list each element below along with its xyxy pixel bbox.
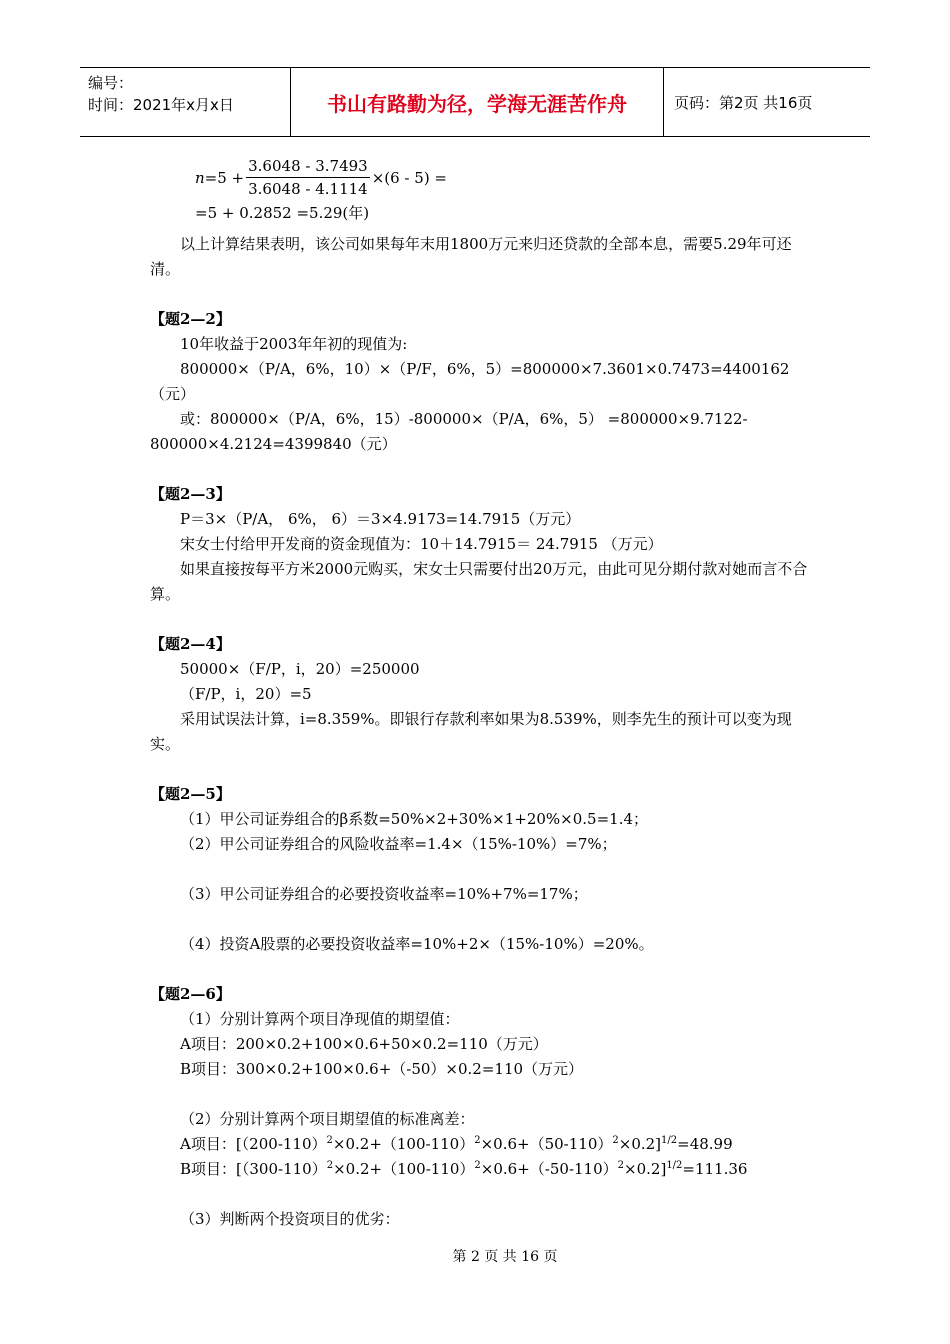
std-dev-a-line — [150, 1132, 810, 1157]
std-dev-b-part2: ×0.2+（100-110） — [333, 1160, 475, 1178]
number-label: 编号： — [88, 74, 134, 92]
std-dev-a-part4: ×0.2] — [618, 1135, 662, 1153]
formula-line-2: =5 + 0.2852 =5.29(年) — [195, 204, 370, 222]
spacer — [150, 1182, 810, 1207]
std-dev-b-part4: ×0.2] — [624, 1160, 667, 1178]
text-2-3-line2: 宋女士付给甲开发商的资金现值为：10＋14.7915＝ 24.7915 （万元） — [180, 535, 663, 553]
std-dev-b-result: =111.36 — [682, 1160, 748, 1178]
text-2-4-line2: （F/P，i，20）=5 — [180, 685, 312, 703]
heading-2-6: 【题2—6】 — [150, 985, 231, 1003]
std-dev-a-part2: ×0.2+（100-110） — [332, 1135, 475, 1153]
text-2-2-line3: 或：800000×（P/A，6%，15）-800000×（P/A，6%，5） =800000×9.7122-800000×4.2124=4399840（元） — [150, 410, 748, 453]
text-2-6-line4: （2）分别计算两个项目期望值的标准离差： — [180, 1110, 475, 1128]
text-2-3-line1: P＝3×（P/A， 6%， 6）＝3×4.9173=14.7915（万元） — [180, 510, 581, 528]
superscript-2: 2 — [474, 1160, 481, 1171]
superscript-half: 1/2 — [661, 1135, 678, 1146]
text-2-5-line1: （1）甲公司证券组合的β系数=50%×2+30%×1+20%×0.5=1.4； — [180, 810, 649, 828]
text-2-6-line1: （1）分别计算两个项目净现值的期望值： — [180, 1010, 460, 1028]
std-dev-b-line — [150, 1157, 810, 1182]
heading-2-4: 【题2—4】 — [150, 635, 231, 653]
std-dev-a-part3: ×0.6+（50-110） — [480, 1135, 613, 1153]
time-label: 时间：2021年x月x日 — [88, 96, 234, 114]
superscript-2: 2 — [326, 1160, 334, 1171]
text-2-6-line2: A项目：200×0.2+100×0.6+50×0.2=110（万元） — [180, 1035, 548, 1053]
header-left-cell — [80, 68, 291, 136]
formula-denominator: 3.6048 - 4.1114 — [248, 180, 368, 198]
spacer — [150, 857, 810, 882]
page-footer: 第 2 页 共 16 页 — [452, 1249, 558, 1265]
header-page-info: 页码：第2页 共16页 — [674, 93, 813, 112]
text-2-2-line2: 800000×（P/A，6%，10）×（P/F，6%，5）=800000×7.3601×0.7473=4400162（元） — [150, 360, 790, 403]
std-dev-b-part3: ×0.6+（-50-110） — [480, 1160, 618, 1178]
superscript-2: 2 — [474, 1135, 481, 1146]
formula-tail: ×(6 - 5) = — [371, 168, 448, 187]
text-2-5-line2: （2）甲公司证券组合的风险收益率=1.4×（15%-10%）=7%； — [180, 835, 617, 853]
formula-fraction — [246, 155, 370, 200]
spacer — [150, 1082, 810, 1107]
conclusion-paragraph: 以上计算结果表明，该公司如果每年末用1800万元来归还贷款的全部本息，需要5.29年可还清。 — [150, 235, 792, 278]
text-2-2-line1: 10年收益于2003年年初的现值为: — [180, 335, 408, 353]
heading-2-3: 【题2—3】 — [150, 485, 231, 503]
text-2-4-line1: 50000×（F/P，i，20）=250000 — [180, 660, 420, 678]
text-2-6-line3: B项目：300×0.2+100×0.6+（-50）×0.2=110（万元） — [180, 1060, 584, 1078]
spacer — [150, 907, 810, 932]
text-2-4-line3: 采用试误法计算，i=8.359%。即银行存款利率如果为8.539%，则李先生的预计可以变为现实。 — [150, 710, 792, 753]
std-dev-b-part1: B项目：[（300-110） — [180, 1160, 327, 1178]
text-2-6-line7: （3）判断两个投资项目的优劣： — [180, 1210, 400, 1228]
formula-numerator: 3.6048 - 3.7493 — [246, 155, 370, 178]
text-2-5-line4: （4）投资A股票的必要投资收益率=10%+2×（15%-10%）=20%。 — [180, 935, 654, 953]
superscript-2: 2 — [612, 1135, 619, 1146]
text-2-5-line3: （3）甲公司证券组合的必要投资收益率=10%+7%=17%； — [180, 885, 588, 903]
superscript-2: 2 — [617, 1160, 625, 1171]
page-header — [80, 67, 870, 137]
superscript-half: 1/2 — [666, 1160, 683, 1171]
formula-line-1 — [195, 155, 447, 200]
heading-2-2: 【题2—2】 — [150, 310, 231, 328]
std-dev-a-part1: A项目：[（200-110） — [180, 1135, 327, 1153]
body-content — [150, 232, 810, 1232]
formula-block — [195, 155, 447, 223]
formula-eq1: =5 + — [204, 168, 245, 187]
std-dev-a-result: =48.99 — [677, 1135, 733, 1153]
formula-variable: n — [195, 168, 205, 187]
heading-2-5: 【题2—5】 — [150, 785, 231, 803]
superscript-2: 2 — [326, 1135, 333, 1146]
text-2-3-line3: 如果直接按每平方米2000元购买，宋女士只需要付出20万元，由此可见分期付款对她而言不合算。 — [150, 560, 808, 603]
header-motto: 书山有路勤为径，学海无涯苦作舟 — [291, 68, 664, 136]
